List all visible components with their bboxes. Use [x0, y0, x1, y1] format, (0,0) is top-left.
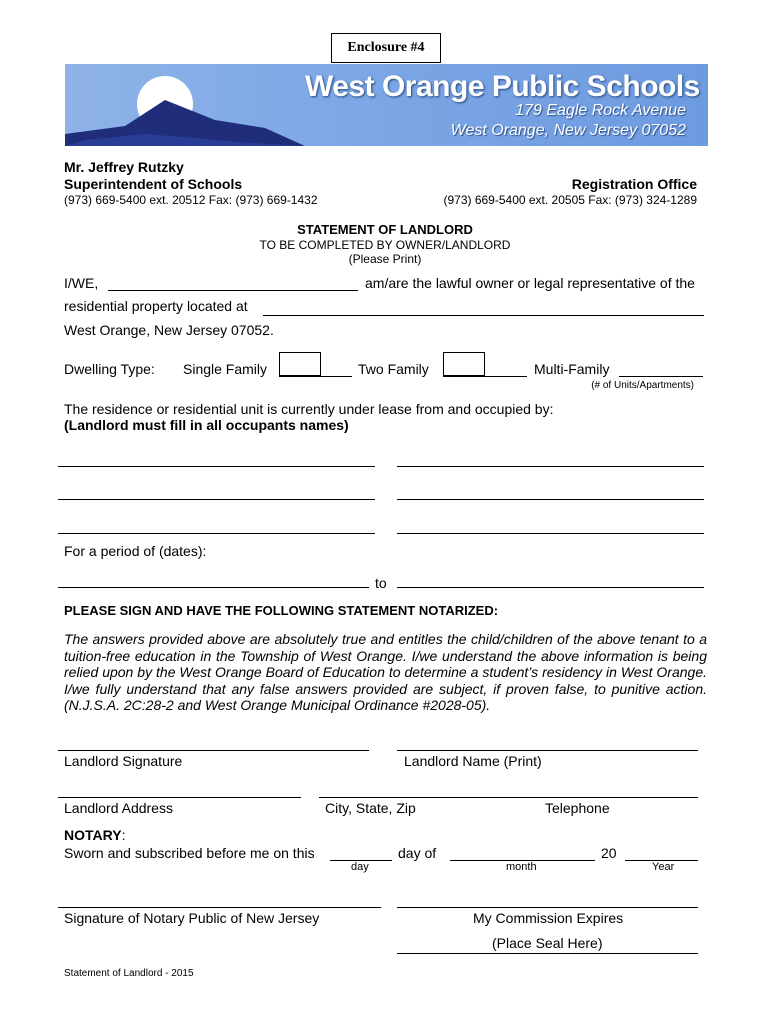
- school-address-city: West Orange, New Jersey 07052: [450, 122, 686, 139]
- registration-office-phone: (973) 669-5400 ext. 20505 Fax: (973) 324-1289: [443, 193, 697, 207]
- property-address-field[interactable]: [263, 315, 704, 316]
- landlord-signature-field[interactable]: [58, 750, 369, 751]
- month-caption: month: [506, 861, 537, 873]
- single-family-checkbox[interactable]: [279, 352, 321, 376]
- iwe-label: I/WE,: [64, 275, 99, 291]
- city-line: West Orange, New Jersey 07052.: [64, 322, 274, 338]
- notary-heading-colon: :: [121, 827, 126, 843]
- telephone-label: Telephone: [545, 800, 610, 816]
- sworn-text: Sworn and subscribed before me on this: [64, 845, 315, 861]
- enclosure-label: Enclosure #4: [331, 33, 441, 63]
- form-subtitle: TO BE COMPLETED BY OWNER/LANDLORD: [259, 238, 511, 252]
- single-family-underline: [279, 376, 352, 377]
- landlord-address-label: Landlord Address: [64, 800, 173, 816]
- occupant-field-4[interactable]: [397, 499, 704, 500]
- landlord-address-field[interactable]: [58, 797, 301, 798]
- school-name: West Orange Public Schools: [305, 70, 700, 103]
- commission-expires-field[interactable]: [397, 907, 698, 908]
- day-caption: day: [351, 861, 369, 873]
- city-state-zip-telephone-field[interactable]: [319, 797, 698, 798]
- occupants-note: (Landlord must fill in all occupants names): [64, 417, 349, 433]
- landlord-name-field[interactable]: [397, 750, 698, 751]
- seal-placeholder: (Place Seal Here): [492, 935, 603, 951]
- single-family-label: Single Family: [183, 361, 268, 377]
- occupant-field-5[interactable]: [58, 533, 375, 534]
- notarize-heading: PLEASE SIGN AND HAVE THE FOLLOWING STATEMENT NOTARIZED:: [64, 603, 499, 618]
- landlord-signature-label: Landlord Signature: [64, 753, 183, 769]
- superintendent-title: Superintendent of Schools: [64, 176, 243, 192]
- multi-family-label: Multi-Family: [534, 361, 610, 377]
- landlord-name-label: Landlord Name (Print): [404, 753, 542, 769]
- two-family-underline: [443, 376, 527, 377]
- form-title: STATEMENT OF LANDLORD: [297, 222, 473, 237]
- city-state-zip-label: City, State, Zip: [325, 800, 416, 816]
- commission-expires-label: My Commission Expires: [473, 910, 624, 926]
- occupant-field-1[interactable]: [58, 466, 375, 467]
- two-family-checkbox[interactable]: [443, 352, 485, 376]
- day-of-label: day of: [398, 845, 437, 861]
- notary-heading: [64, 827, 125, 843]
- superintendent-phone: (973) 669-5400 ext. 20512 Fax: (973) 669-1432: [64, 193, 318, 207]
- units-note: (# of Units/Apartments): [591, 380, 694, 391]
- footer-text: Statement of Landlord - 2015: [64, 968, 194, 979]
- registration-office-title: Registration Office: [571, 176, 697, 192]
- notary-signature-label: Signature of Notary Public of New Jersey: [64, 910, 320, 926]
- period-end-field[interactable]: [397, 587, 704, 588]
- statement-paragraph: The answers provided above are absolutely true and entitles the child/children of the above tenant to a tuition-free education in the Township of West Orange. I/we understand the above information is being relied upon by the West Orange Board of Education to determine a student’s residency in West Orange. I/we fully understand that any false answers provided are subject, if proven false, to punitive action. (N.J.S.A. 2C:28-2 and West Orange Municipal Ordinance #2028-05).: [64, 631, 707, 713]
- period-label: For a period of (dates):: [64, 543, 207, 559]
- notary-signature-field[interactable]: [58, 907, 381, 908]
- period-start-field[interactable]: [58, 587, 369, 588]
- occupant-field-2[interactable]: [397, 466, 704, 467]
- school-banner: [65, 64, 708, 146]
- print-note: (Please Print): [348, 252, 422, 266]
- owner-name-field[interactable]: [108, 290, 358, 291]
- dwelling-type-label: Dwelling Type:: [64, 361, 155, 377]
- year-prefix: 20: [601, 845, 617, 861]
- notary-heading-text: NOTARY: [64, 827, 122, 843]
- school-address-street: 179 Eagle Rock Avenue: [515, 102, 686, 119]
- year-caption: Year: [652, 861, 675, 873]
- occupant-field-6[interactable]: [397, 533, 704, 534]
- property-label: residential property located at: [64, 298, 248, 314]
- multi-family-units-field[interactable]: [619, 376, 703, 377]
- superintendent-name: Mr. Jeffrey Rutzky: [64, 159, 184, 175]
- owner-statement: am/are the lawful owner or legal representative of the: [365, 275, 695, 291]
- occupant-field-3[interactable]: [58, 499, 375, 500]
- two-family-label: Two Family: [358, 361, 429, 377]
- lease-text: The residence or residential unit is currently under lease from and occupied by:: [64, 401, 554, 417]
- period-to-label: to: [375, 575, 387, 591]
- mountain-logo-icon: [65, 64, 305, 146]
- seal-underline: [397, 953, 698, 954]
